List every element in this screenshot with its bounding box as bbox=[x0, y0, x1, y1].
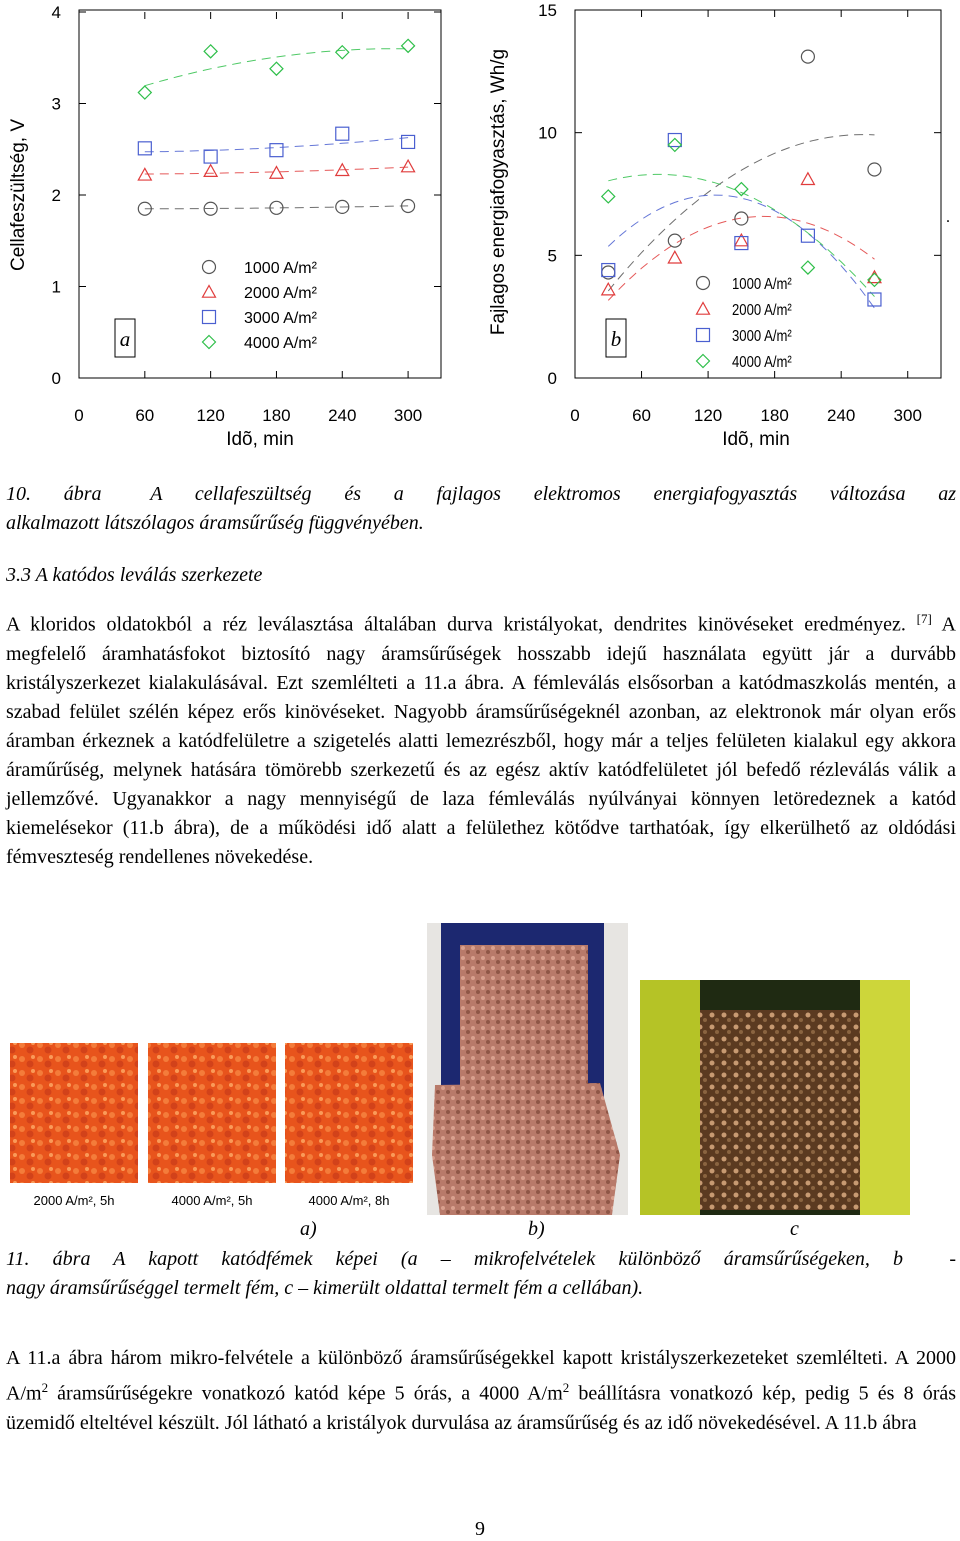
figure-10-caption-line2: alkalmazott látszólagos áramsűrűség függvényében. bbox=[6, 512, 424, 534]
chart-a-point-3-2 bbox=[270, 62, 283, 75]
figure-11-caption-line1: 11. ábra A kapott katódfémek képei (a – mikrofelvételek különböző áramsűrűségeken, b - bbox=[6, 1248, 956, 1270]
chart-b-legend-marker-2 bbox=[697, 329, 710, 342]
chart-b-ytick-label-2: 10 bbox=[538, 123, 557, 143]
photo-cell-metal bbox=[640, 980, 910, 1215]
paragraph-2-text-b: áramsűrűségekre vonatkozó katód képe 5 órás, a 4000 A/m bbox=[48, 1382, 563, 1405]
chart-b-xtick-label-3: 180 bbox=[760, 406, 789, 425]
chart-b-xtick-label-0: 0 bbox=[570, 406, 580, 425]
paragraph-1-text-b: A megfelelő áramhatásfokot biztosító nagy áramsűrűségek hosszabb idejű használata együtt jár a durvább kristályszerkezet kialakulásával. Ezt szemlélteti a 11.a ábra. A fémleválás elsősorban a katódmaszkolás mentén, a szabad felület szélén képez erős kinövéseket. Nagyobb áramsűrűségeknél azonban, az elektronok már olyan erős áramban érkeznek a katódfelületre a szigetelés alatti lemezrészből, hogy már a teljes felületen kialakul egy akkora áraműrűség, melynek hatására tömörebb szerkezetű és az egész aktív katódfelületet jól befedő rézleválás válik a jellemzővé. Ugyanakkor a nagy mennyiségű de laza fémleválás nyúlványai könnyen letöredeznek a katód kiemelésekor (11.b ábra), de a működési idő alatt a felülethez kötődve tarthatóak, így elkerülhető az oldódási fémveszteség rendellenes növekedése. bbox=[6, 613, 957, 868]
chart-b-ylabel: Fajlagos energiafogyasztás, Wh/g bbox=[488, 48, 509, 336]
chart-a-fit-line-1 bbox=[145, 167, 408, 174]
chart-b-plot-frame bbox=[575, 10, 941, 378]
figure-11-caption-line2: nagy áramsűrűséggel termelt fém, c – kimerült oldattal termelt fém a cellában). bbox=[6, 1277, 644, 1299]
chart-a-xtick-label-2: 120 bbox=[196, 406, 225, 425]
chart-a-fit-line-3 bbox=[145, 49, 408, 86]
citation-ref: [7] bbox=[916, 611, 932, 626]
chart-a-point-1-1 bbox=[204, 165, 217, 177]
paragraph-2-text-c: beállításra vonatkozó kép, pedig 5 és 8 órás üzemidő elteltével készült. Jól látható a kristályok durvulása az áramsűrűség és az idő növekedésével. A 11.b ábra bbox=[6, 1382, 957, 1434]
chart-a-legend-marker-2 bbox=[203, 311, 216, 324]
chart-a-legend-label-3: 4000 A/m² bbox=[244, 335, 317, 352]
chart-b-point-2-4 bbox=[868, 293, 881, 306]
chart-panel-a bbox=[8, 3, 441, 450]
chart-a-xtick-label-1: 60 bbox=[135, 406, 155, 425]
chart-a-point-2-4 bbox=[402, 135, 415, 148]
chart-a-panel-label: a bbox=[119, 327, 131, 351]
chart-panel-b bbox=[488, 1, 950, 450]
chart-a-point-1-4 bbox=[402, 160, 415, 172]
chart-b-panel-label: b bbox=[610, 327, 622, 351]
chart-a-legend-label-2: 3000 A/m² bbox=[244, 310, 317, 327]
chart-a-ytick-label-3: 3 bbox=[51, 94, 61, 114]
chart-b-xtick-label-4: 240 bbox=[826, 406, 856, 425]
chart-b-point-3-3 bbox=[801, 261, 814, 274]
chart-b-legend-marker-3 bbox=[697, 355, 710, 368]
figure-10-caption-line1: 10. ábra A cellafeszültség és a fajlagos elektromos energiafogyasztás változása az bbox=[6, 483, 956, 505]
chart-b-xtick-label-5: 300 bbox=[893, 406, 922, 425]
paragraph-2-text-a: A 11.a ábra három mikro-felvétele a különböző áramsűrűségekkel kapott kristályszerkezeteket szemlélteti. A 2000 A/m bbox=[6, 1347, 956, 1405]
chart-a-ytick-label-4: 4 bbox=[51, 3, 61, 22]
chart-a-point-2-1 bbox=[204, 150, 217, 163]
chart-b-point-1-3 bbox=[801, 173, 814, 185]
chart-b-ytick-label-1: 5 bbox=[547, 246, 557, 266]
photo-cathode-metal bbox=[427, 923, 628, 1215]
chart-a-legend-label-0: 1000 A/m² bbox=[244, 260, 317, 277]
chart-a-point-2-3 bbox=[336, 127, 349, 140]
figure-10-caption bbox=[6, 480, 956, 538]
chart-a-point-2-2 bbox=[270, 144, 283, 157]
chart-b-point-2-1 bbox=[668, 134, 681, 147]
figure-11-photos bbox=[0, 915, 960, 1245]
chart-b-point-0-3 bbox=[801, 50, 814, 63]
chart-a-xtick-label-3: 180 bbox=[262, 406, 291, 425]
micrograph-3 bbox=[285, 1043, 413, 1183]
chart-a-point-3-3 bbox=[336, 46, 349, 59]
chart-b-point-3-0 bbox=[602, 190, 615, 203]
chart-b-ytick-label-0: 0 bbox=[547, 369, 557, 388]
chart-b-fit-line-0 bbox=[608, 135, 874, 294]
micrograph-1 bbox=[10, 1043, 138, 1183]
chart-a-xtick-label-5: 300 bbox=[393, 406, 423, 425]
chart-a-point-3-1 bbox=[204, 45, 217, 58]
chart-b-point-0-4 bbox=[868, 163, 881, 176]
chart-b-legend-marker-0 bbox=[697, 277, 710, 290]
chart-a-ytick-label-1: 1 bbox=[51, 277, 61, 297]
body-paragraph-1 bbox=[6, 604, 956, 872]
chart-a-xtick-label-0: 0 bbox=[74, 406, 84, 425]
chart-b-xtick-label-1: 60 bbox=[632, 406, 652, 425]
chart-b-dot-mark: . bbox=[946, 209, 950, 226]
micrograph-set bbox=[10, 1043, 413, 1215]
section-heading: 3.3 A katódos leválás szerkezete bbox=[6, 564, 263, 586]
micrograph-label-3: 4000 A/m², 8h bbox=[308, 1193, 390, 1208]
figure-11-sub-c: c bbox=[790, 1218, 799, 1240]
chart-b-legend-marker-1 bbox=[697, 303, 710, 315]
micrograph-2 bbox=[148, 1043, 276, 1183]
chart-a-ytick-label-2: 2 bbox=[51, 186, 61, 205]
figure-11-sub-a: a) bbox=[300, 1218, 317, 1240]
chart-b-xlabel: Idõ, min bbox=[722, 429, 790, 450]
chart-a-point-3-0 bbox=[138, 86, 151, 99]
figure-10 bbox=[0, 0, 960, 460]
chart-a-point-3-4 bbox=[402, 39, 415, 52]
paragraph-2-sup-2: 2 bbox=[562, 1380, 570, 1395]
chart-b-point-3-2 bbox=[735, 183, 748, 196]
chart-b-point-3-1 bbox=[668, 138, 681, 151]
body-paragraph-2 bbox=[6, 1344, 956, 1438]
paragraph-1-text-a: A kloridos oldatokból a réz leválasztása általában durva kristályokat, dendrites kinövéseket eredményez. bbox=[6, 613, 917, 636]
chart-b-point-2-3 bbox=[801, 229, 814, 242]
paragraph-2-sup-1: 2 bbox=[41, 1380, 49, 1395]
chart-a-point-2-0 bbox=[138, 142, 151, 155]
page-number: 9 bbox=[475, 1518, 485, 1540]
chart-a-ytick-label-0: 0 bbox=[51, 369, 61, 388]
chart-b-legend-label-3: 4000 A/m² bbox=[732, 353, 792, 372]
figure-11-sub-b: b) bbox=[528, 1218, 545, 1240]
chart-a-ylabel: Cellafeszültség, V bbox=[8, 118, 29, 272]
chart-b-legend-label-0: 1000 A/m² bbox=[732, 275, 792, 294]
chart-a-fit-line-0 bbox=[145, 206, 408, 209]
chart-a-xtick-label-4: 240 bbox=[328, 406, 357, 425]
chart-b-legend-label-1: 2000 A/m² bbox=[732, 301, 792, 320]
chart-b-xtick-label-2: 120 bbox=[693, 406, 723, 425]
chart-a-xlabel: Idõ, min bbox=[226, 429, 294, 450]
micrograph-label-2: 4000 A/m², 5h bbox=[171, 1193, 253, 1208]
chart-a-legend-marker-1 bbox=[203, 286, 216, 298]
chart-a-legend-marker-0 bbox=[203, 261, 216, 274]
chart-a-legend-label-1: 2000 A/m² bbox=[244, 285, 317, 302]
chart-a-fit-line-2 bbox=[145, 138, 408, 152]
micrograph-label-1: 2000 A/m², 5h bbox=[33, 1193, 115, 1208]
chart-b-point-1-1 bbox=[668, 251, 681, 263]
figure-11-caption bbox=[6, 1245, 956, 1303]
chart-a-legend-marker-3 bbox=[203, 336, 216, 349]
chart-b-ytick-label-3: 15 bbox=[538, 1, 557, 20]
chart-b-legend-label-2: 3000 A/m² bbox=[732, 327, 792, 346]
chart-b-point-1-2 bbox=[735, 234, 748, 246]
